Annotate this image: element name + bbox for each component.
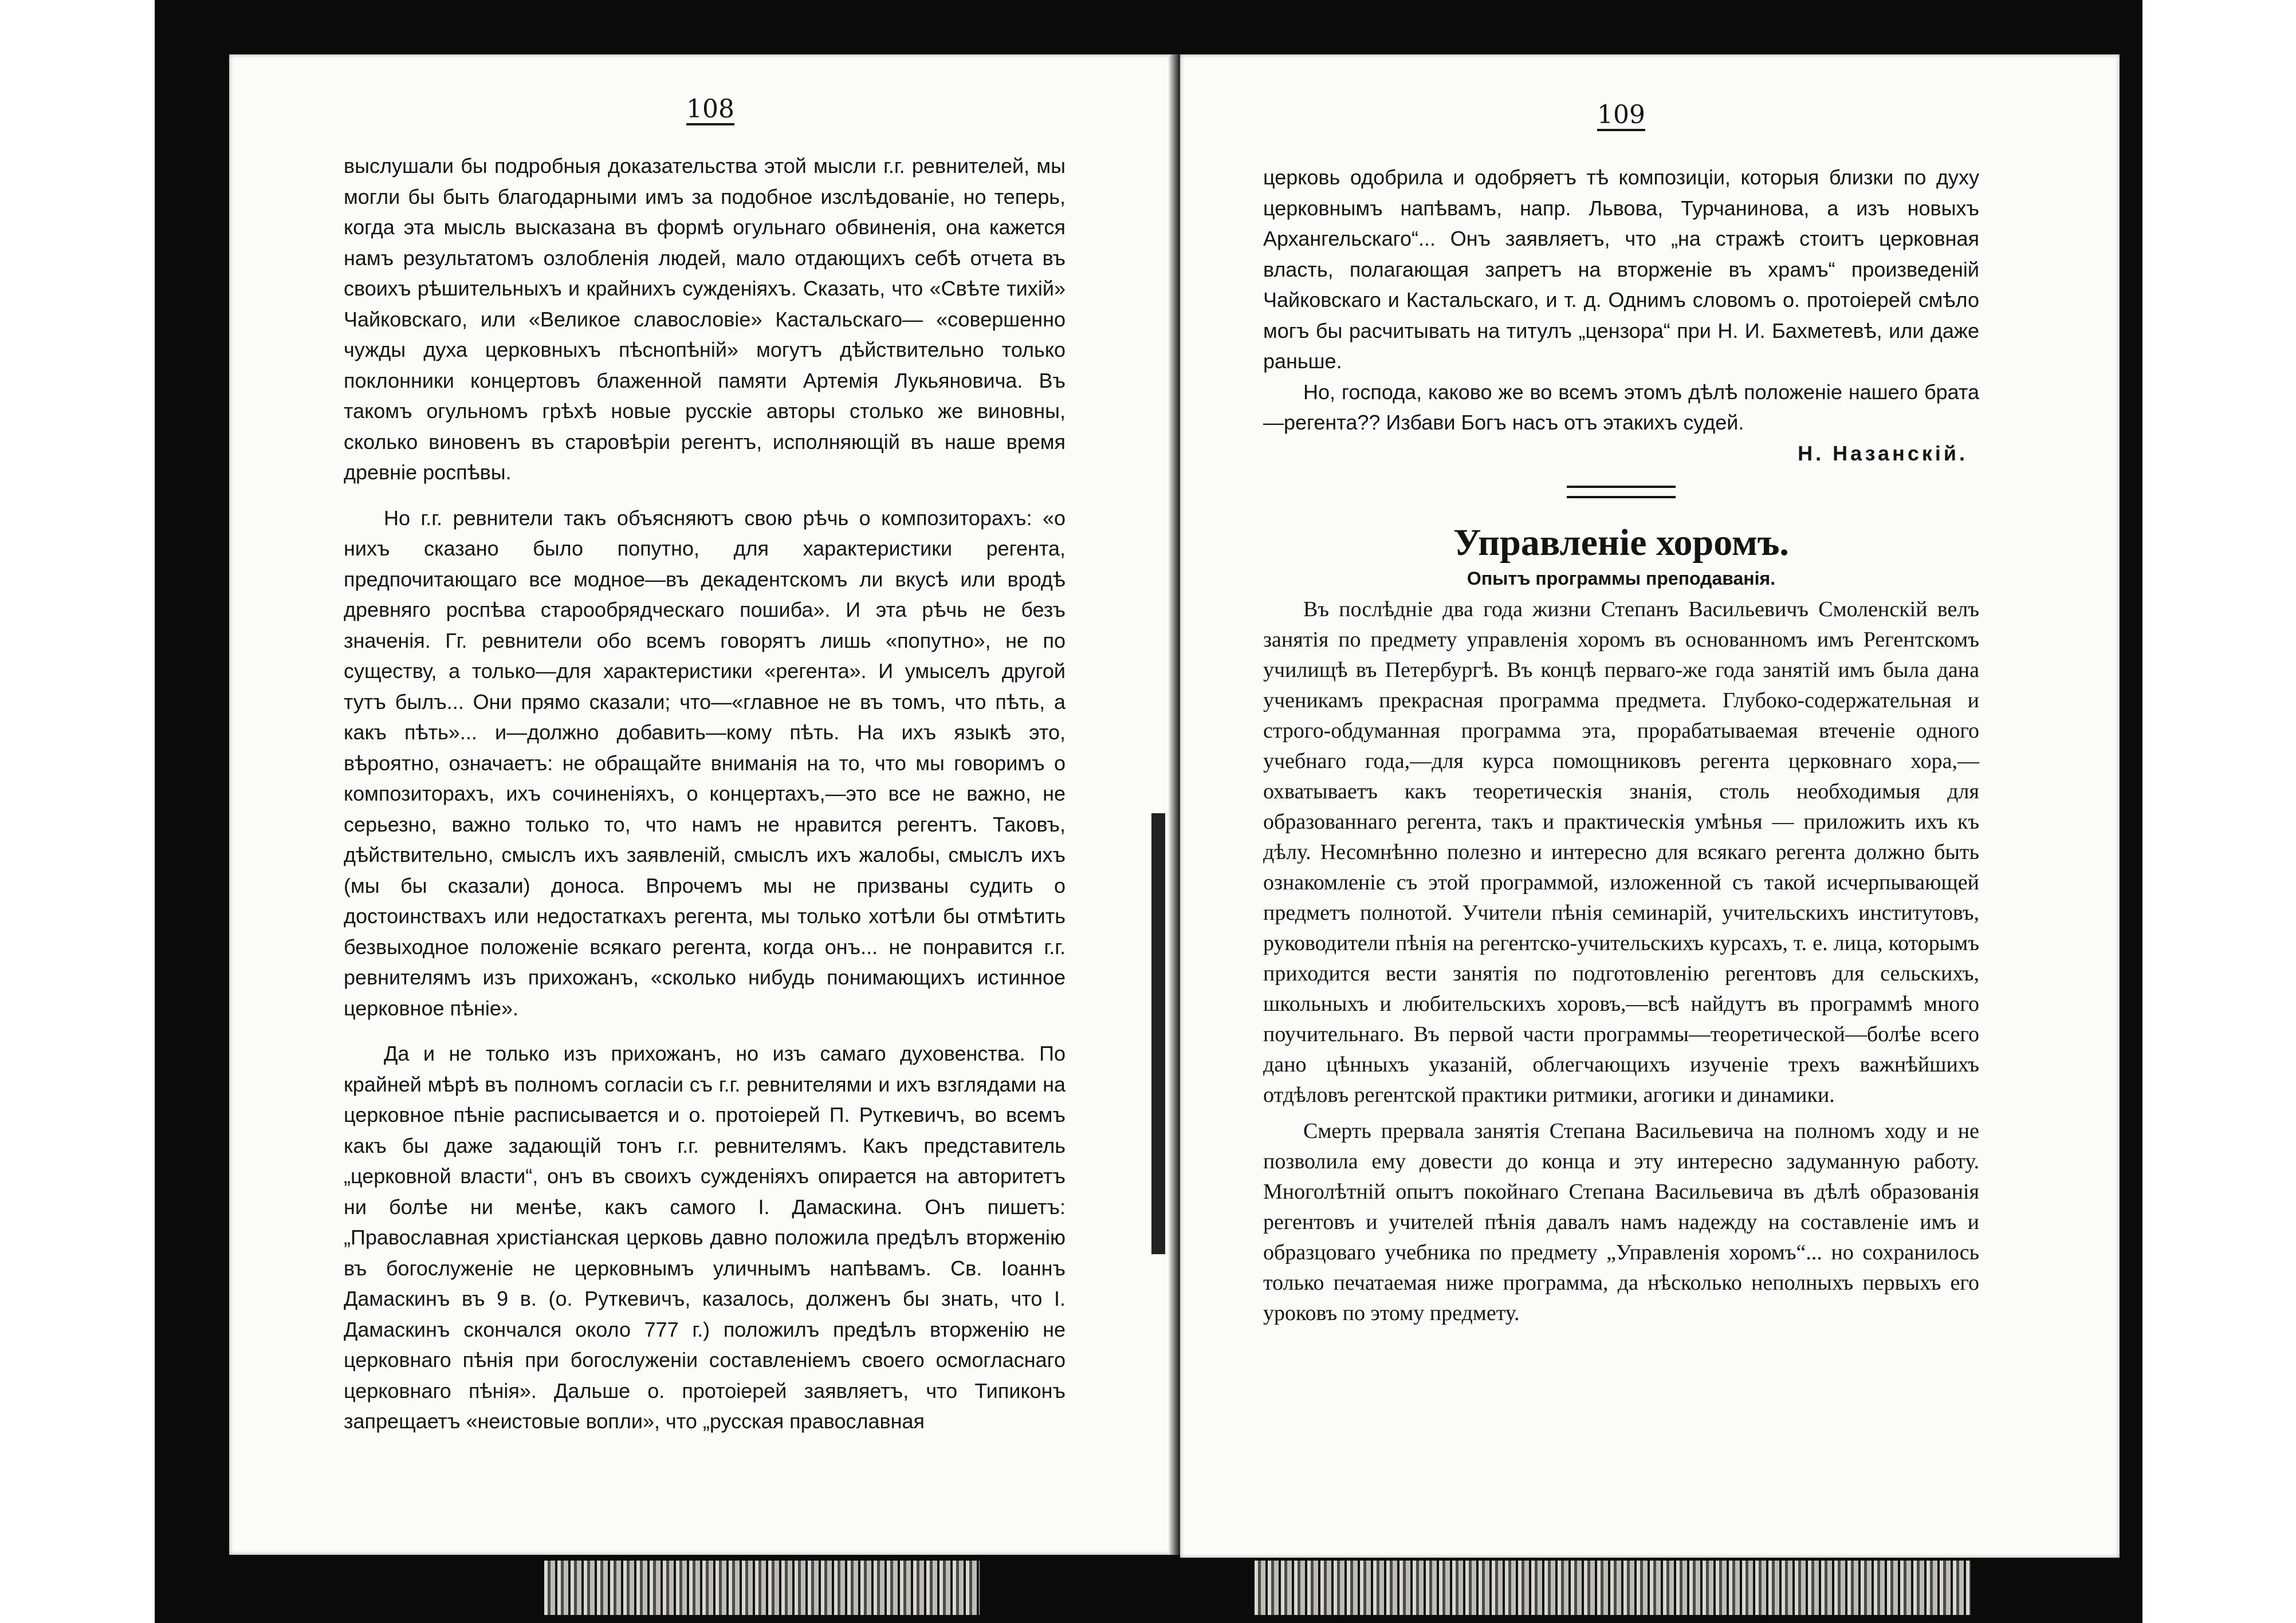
paragraph: Да и не только изъ прихожанъ, но изъ самаго духовенства. По крайней мѣрѣ въ полномъ согласіи съ г.г. ревнителями и ихъ взглядами на церковное пѣніе расписывается и о. протоіерей П. Руткевичъ, во всемъ какъ бы даже задающій тонъ г.г. ревнителямъ. Какъ представитель „церковной власти“, онъ въ своихъ сужденіяхъ опирается на авторитетъ ни болѣе ни менѣе, какъ самого І. Дамаскина. Онъ пишетъ: „Православная христіанская церковь давно положила предѣлъ вторженію въ богослуженіе не церковнымъ уличнымъ напѣвамъ. Св. Іоаннъ Дамаскинъ въ 9 в. (о. Руткевичъ, казалось, долженъ бы знать, что І. Дамаскинъ скончался около 777 г.) положилъ предѣлъ вторженію не церковнаго пѣнія при богослуженіи составленіемъ своего осмогласнаго церковнаго пѣнія». Дальше о. протоіерей заявляетъ, что Типиконъ запрещаетъ «неистовые вопли», что „русская православная [344,1042,1066,1433]
page-number: 109 [1597,100,1645,129]
binding-mark [1151,813,1165,1254]
paragraph: Смерть прервала занятія Степана Васильевича на полномъ ходу и не позволила ему довести до конца и эту интересно задуманную работу. Многолѣтній опытъ покойнаго Степана Васильевича въ дѣлѣ образованія регентовъ и учителей пѣнія давалъ намъ надежду на составленіе имъ и образцоваго учебника по предмету „Управленія хоромъ“... но сохранилось только печатаемая ниже программа, да нѣсколько неполныхъ первыхъ его уроковъ по этому предмету. [1263,1119,1979,1325]
scan-noise [544,1561,980,1615]
article-subheading: Опытъ программы преподаванія. [1467,568,1776,589]
right-page [1180,54,2120,1558]
scan-noise [1255,1561,1971,1615]
paragraph: церковь одобрила и одобряетъ тѣ композиціи, которыя близки по духу церковнымъ напѣвамъ, напр. Львова, Турчанинова, а изъ новыхъ Архангельскаго“... Онъ заявляетъ, что „на стражѣ стоитъ церковная власть, полагающая запретъ на вторженіе въ храмъ“ произведеній Чайковскаго и Кастальскаго, и т. д. Однимъ словомъ о. протоіерей смѣло могъ бы расчитывать на титулъ „цензора“ при Н. И. Бахметевѣ, или даже раньше. [1263,166,1979,373]
paragraph: Въ послѣдніе два года жизни Степанъ Васильевичъ Смоленскій велъ занятія по предмету управленія хоромъ въ основанномъ имъ Регентскомъ училищѣ въ Петербургѣ. Въ концѣ перваго-же года занятій имъ была дана ученикамъ прекрасная программа предмета. Глубоко-содержательная и строго-обдуманная программа эта, прорабатываемая втеченіе одного учебнаго года,—для курса помощниковъ регента церковнаго хора,—охватываетъ какъ теоретическія знанія, столь необходимыя для образованнаго регента, такъ и практическія умѣнья — приложить ихъ къ дѣлу. Несомнѣнно полезно и интересно для всякаго регента должно быть ознакомленіе съ этой программой, изложенной съ такой исчерпывающей предметъ полнотой. Учители пѣнія семинарій, учительскихъ институтовъ, руководители пѣнія на регентско-учительскихъ курсахъ, т. е. лица, которымъ приходится вести занятія по подготовленію регентовъ для сельскихъ, школьныхъ и любительскихъ хоровъ,—всѣ найдутъ въ программѣ много поучительнаго. Въ первой части программы—теоретической—болѣе всего дано цѣнныхъ указаній, облегчающихъ изученіе трехъ важнѣйшихъ отдѣловъ регентской практики ритмики, агогики и динамики. [1263,597,1979,1107]
paragraph: Но г.г. ревнители такъ объясняютъ свою рѣчь о композиторахъ: «о нихъ сказано было попутно, для характеристики регента, предпочитающаго все модное—въ декадентскомъ ли вкусѣ или вродѣ древняго роспѣва старообрядческаго пошиба». И эта рѣчь не безъ значенія. Гг. ревнители обо всемъ говорятъ лишь «попутно», не по существу, а только—для характеристики «регента». И умыселъ другой тутъ былъ... Они прямо сказали; что—«главное не въ томъ, что пѣть, а какъ пѣть»... и—должно добавить—кому пѣть. На ихъ языкѣ это, вѣроятно, означаетъ: не обращайте вниманія на то, что мы говоримъ о композиторахъ, ихъ сочиненіяхъ, о концертахъ,—это все не важно, не серьезно, важно только то, что намъ не нравится регентъ. Таковъ, дѣйствительно, смыслъ ихъ заявленій, смыслъ ихъ жалобы, смыслъ ихъ (мы бы сказали) доноса. Впрочемъ мы не призваны судить о достоинствахъ или недостаткахъ регента, мы только хотѣли бы отмѣтить безвыходное положеніе всякаго регента, когда онъ... не понравится г.г. ревнителямъ изъ прихожанъ, «сколько нибудь понимающихъ истинное церковное пѣніе». [344,506,1066,1020]
paragraph: Но, господа, каково же во всемъ этомъ дѣлѣ положеніе нашего брата—регента?? Избави Богъ насъ отъ этакихъ судей. [1263,380,1979,434]
left-page [229,54,1174,1555]
paragraph: выслушали бы подробныя доказательства этой мысли г.г. ревнителей, мы могли бы быть благодарными имъ за подобное изслѣдованіе, но теперь, когда эта мысль высказана въ формѣ огульнаго обвиненія, она кажется намъ результатомъ озлобленія людей, мало отдающихъ себѣ отчета въ своихъ рѣшительныхъ и крайнихъ сужденіяхъ. Сказать, что «Свѣте тихій» Чайковскаго, или «Великое славословіе» Кастальскаго— «совершенно чужды духа церковныхъ пѣснопѣній» могутъ дѣйствительно только поклонники концертовъ блаженной памяти Артемія Лукьяновича. Въ такомъ огульномъ грѣхѣ новые русскіе авторы столько же виновны, сколько виновенъ въ старовѣріи регентъ, исполняющій въ наше время древніе роспѣвы. [344,154,1066,484]
author-signature: Н. Назанскій. [1798,441,1968,465]
right-page-text [1263,162,1979,1329]
left-page-text [344,151,1066,1437]
page-number: 108 [686,94,734,124]
section-divider [1567,486,1676,498]
article-heading: Управленіе хоромъ. [1453,522,1789,564]
